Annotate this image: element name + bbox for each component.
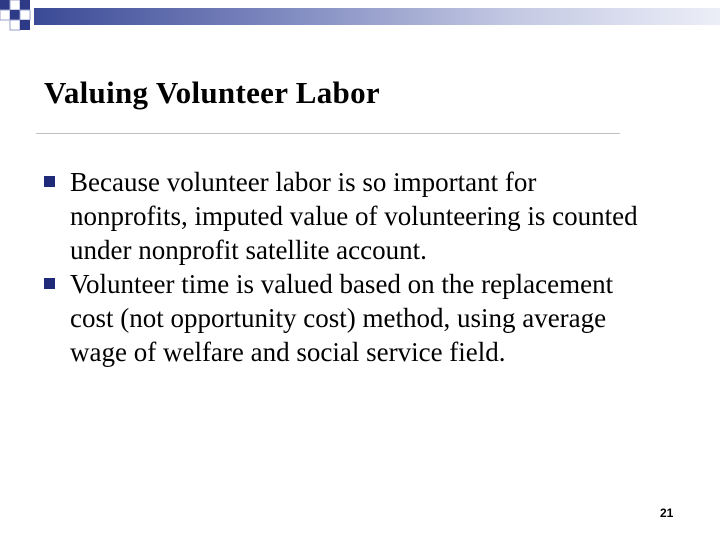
- square-bullet-icon: [44, 176, 55, 187]
- page-number: 21: [660, 506, 674, 520]
- bullet-text: Volunteer time is valued based on the replacement cost (not opportunity cost) method, using average wage of welfare and social service field.: [70, 269, 614, 367]
- bullet-text: Because volunteer labor is so important for nonprofits, imputed value of volunteering is counted under nonprofit satellite account.: [70, 167, 638, 265]
- bullet-list: [44, 165, 644, 369]
- slide-title: Valuing Volunteer Labor: [44, 75, 380, 110]
- bullet-item: [44, 165, 644, 267]
- title-divider: [36, 133, 620, 134]
- header-gradient-bar: [34, 8, 720, 25]
- square-bullet-icon: [44, 278, 55, 289]
- bullet-item: [44, 267, 644, 369]
